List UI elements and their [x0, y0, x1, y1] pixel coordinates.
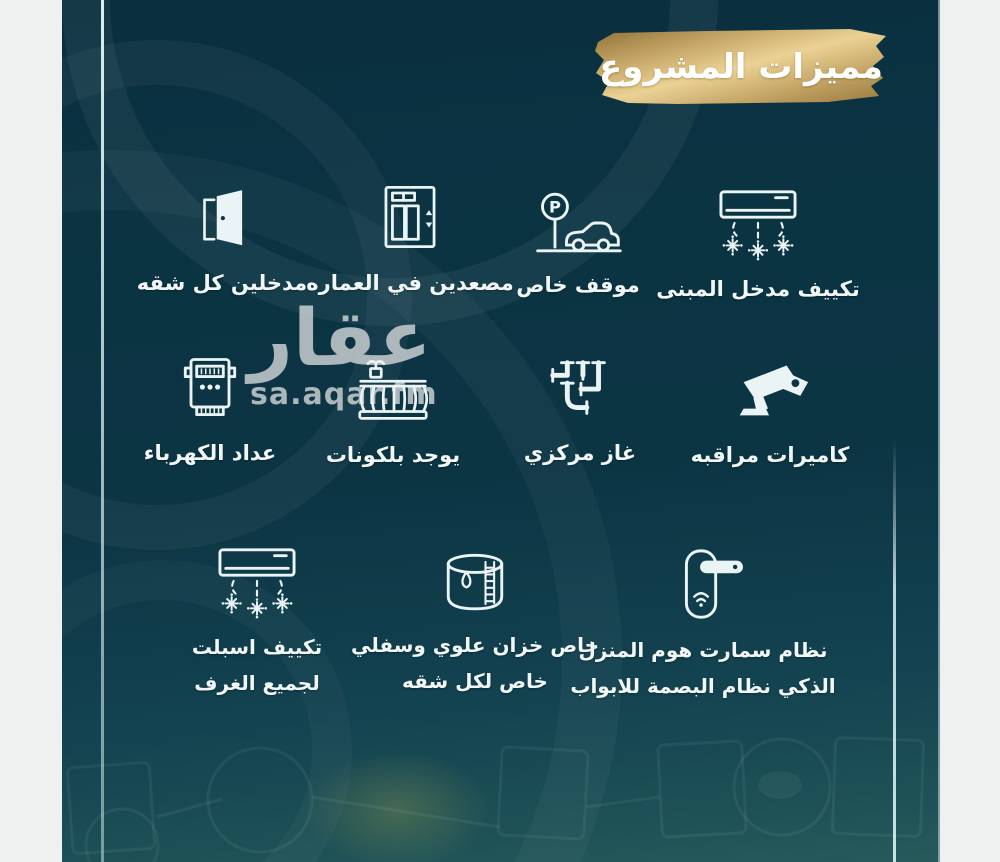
- feature-electricity-meter: [115, 350, 305, 470]
- feature-label-line2: لجميع الغرف: [194, 671, 320, 695]
- smart-lock-icon: [658, 545, 748, 623]
- feature-smart-home: [570, 545, 836, 701]
- feature-label-line2: الذكي نظام البصمة للابواب: [570, 674, 836, 698]
- feature-balconies: [298, 352, 488, 472]
- vertical-accent-line-right: [893, 440, 896, 862]
- feature-private-parking: [488, 188, 668, 302]
- parking-icon: [530, 188, 626, 258]
- feature-central-gas: [490, 352, 670, 470]
- feature-water-tanks: [350, 548, 600, 696]
- balcony-icon: [349, 352, 437, 428]
- background-icon-pattern: [62, 687, 938, 862]
- feature-label-line2: خاص لكل شقه: [402, 669, 548, 693]
- feature-label: تكييف اسبلت: [191, 635, 323, 659]
- feature-surveillance-cameras: [675, 352, 865, 472]
- feature-label: عداد الكهرباء: [143, 441, 277, 465]
- air-conditioner-icon: [708, 184, 808, 262]
- feature-label: غاز مركزي: [523, 441, 637, 465]
- surveillance-camera-icon: [726, 352, 814, 428]
- svg-text:P: P: [548, 197, 561, 217]
- feature-label: خاص خزان علوي وسفلي: [350, 633, 600, 657]
- poster-background-panel: [62, 0, 940, 862]
- door-icon: [187, 182, 257, 256]
- elevator-icon: [373, 178, 447, 256]
- feature-label: مدخلين كل شقه: [136, 271, 308, 295]
- air-conditioner-icon: [207, 542, 307, 620]
- feature-two-elevators: [306, 178, 514, 300]
- water-tank-icon: [432, 548, 518, 618]
- title-banner: [588, 26, 894, 108]
- watermark-site: sa.aqar.fm: [250, 377, 438, 412]
- feature-two-entrances: [127, 182, 317, 300]
- feature-label: مصعدين في العماره: [306, 271, 514, 295]
- watermark-brand: عقار: [248, 294, 432, 384]
- gas-pipes-icon: [541, 352, 619, 426]
- vertical-accent-line-left: [101, 0, 104, 862]
- feature-entrance-ac: [658, 184, 858, 306]
- feature-label: تكييف مدخل المبنى: [656, 277, 860, 301]
- feature-label: يوجد بلكونات: [325, 443, 461, 467]
- feature-split-ac: [162, 542, 352, 698]
- electric-meter-icon: [172, 350, 248, 426]
- poster-title: مميزات المشروع: [599, 47, 883, 87]
- feature-label: موقف خاص: [516, 273, 640, 297]
- feature-label: نظام سمارت هوم المنزل: [578, 638, 828, 662]
- feature-label: كاميرات مراقبه: [690, 443, 850, 467]
